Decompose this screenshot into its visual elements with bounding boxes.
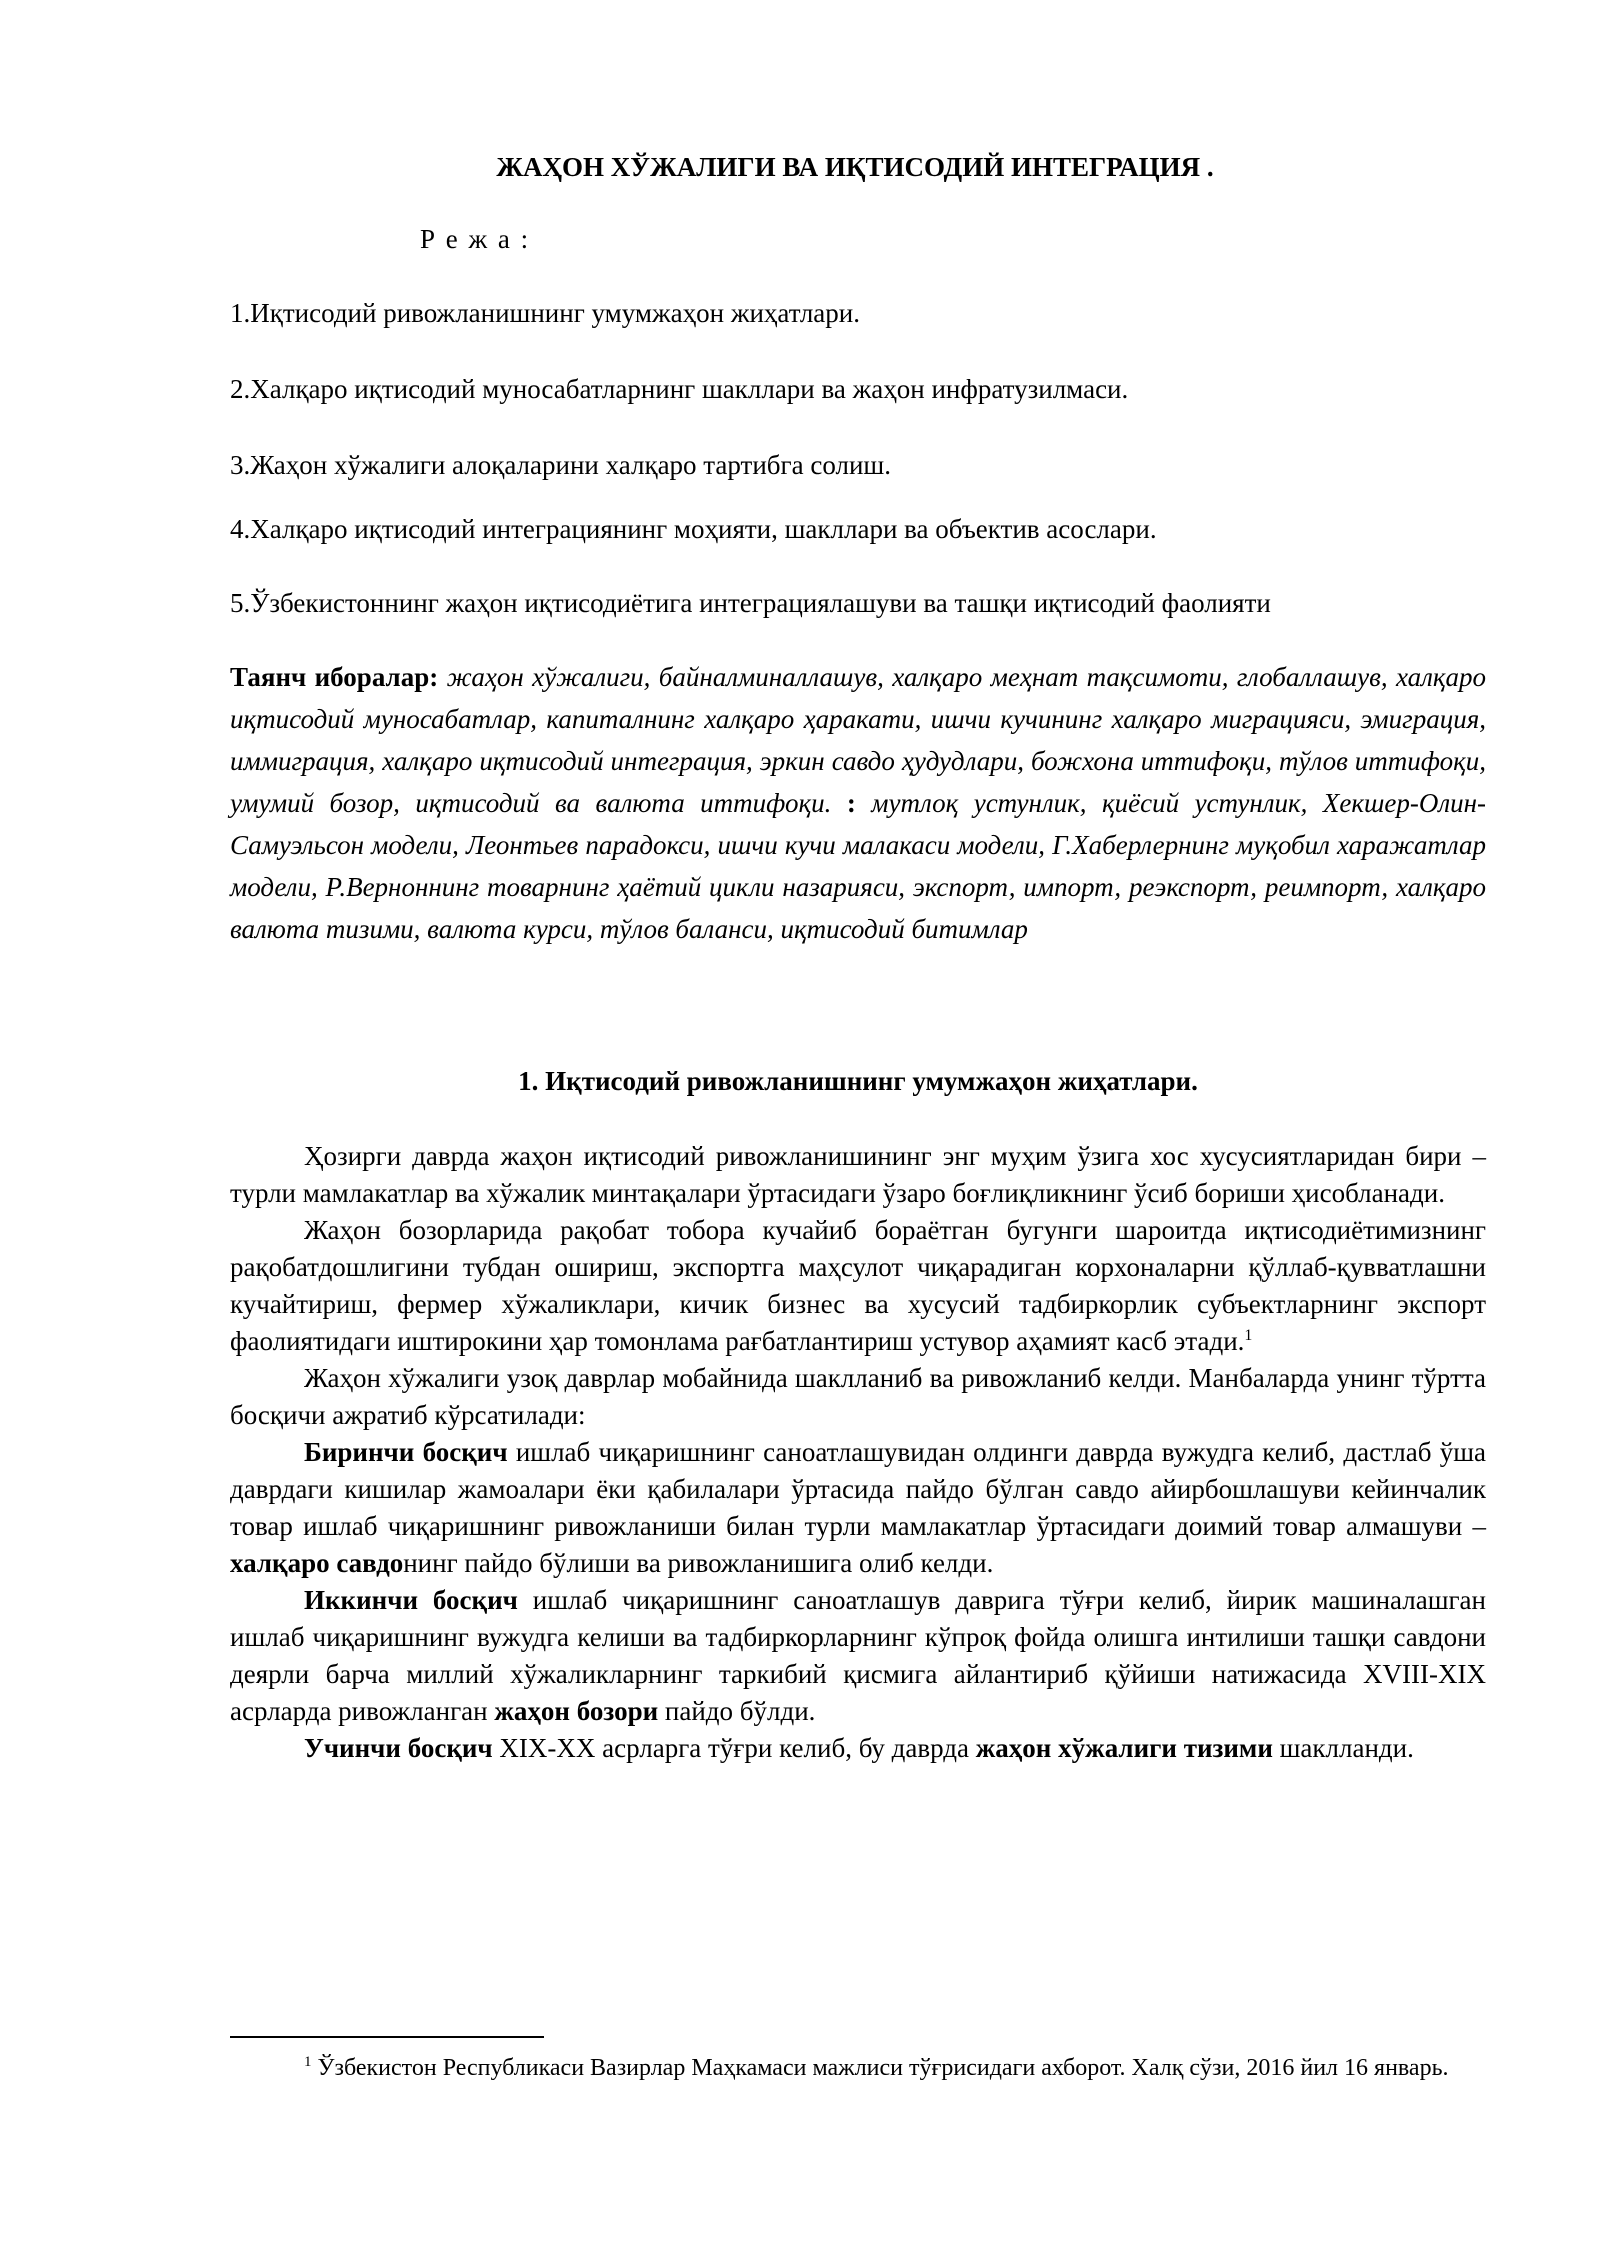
key-term: халқаро савдо	[230, 1548, 404, 1578]
plan-item: 5.Ўзбекистоннинг жаҳон иқтисодиётига интеграциялашуви ва ташқи иқтисодий фаолияти	[230, 588, 1271, 618]
paragraph: Ҳозирги даврда жаҳон иқтисодий ривожланишининг энг муҳим ўзига хос хусусиятларидан бири – турли мамлакатлар ва хўжалик минтақалари ўртасидаги ўзаро боғлиқликнинг ўсиб бориши ҳисобланади.	[230, 1141, 1486, 1208]
plan-item: 3.Жаҳон хўжалиги алоқаларини халқаро тартибга солиш.	[230, 450, 891, 480]
paragraph-stage-1: Биринчи босқич ишлаб чиқаришнинг саноатлашувидан олдинги даврда вужудга келиб, дастлаб ўша даврдаги кишилар жамоалари ёки қабилалари ўртасида пайдо бўлган савдо айирбошлашуви кейинчалик товар ишлаб чиқаришнинг ривожланиши билан турли мамлакатлар ўртасидаги доимий товар алмашуви – халқаро савдонинг пайдо бўлиши ва ривожланишига олиб келди.	[230, 1437, 1486, 1578]
keywords-separator: :	[846, 788, 856, 818]
stage-label: Учинчи босқич	[304, 1733, 493, 1763]
footnote-text: Ўзбекистон Республикаси Вазирлар Маҳкамаси мажлиси тўғрисидаги ахборот. Халқ сўзи, 2016 йил 16 январь.	[311, 2055, 1449, 2081]
plan-item: 2.Халқаро иқтисодий муносабатларнинг шакллари ва жаҳон инфратузилмаси.	[230, 374, 1129, 404]
paragraph: Жаҳон бозорларида рақобат тобора кучайиб бораётган бугунги шароитда иқтисодиётимизнинг рақобатдошлигини тубдан ошириш, экспортга маҳсулот чиқарадиган корхоналарни қўллаб-қувватлашни кучайтириш, фермер хўжаликлари, кичик бизнес ва хусусий тадбиркорлик субъектларнинг экспорт фаолиятидаги иштирокини ҳар томонлама рағбатлантириш устувор аҳамият касб этади.$^1$	[230, 1215, 1486, 1356]
key-term: жаҳон бозори	[494, 1696, 659, 1726]
document-title: ЖАҲОН ХЎЖАЛИГИ ВА ИҚТИСОДИЙ ИНТЕГРАЦИЯ .	[496, 152, 1214, 182]
paragraph-stage-3: Учинчи босқич XIX-XX асрларга тўғри келиб, бу даврда жаҳон хўжалиги тизими шаклланди.	[304, 1733, 1414, 1763]
footnote-mark: 1	[304, 2054, 312, 2070]
footnote-separator	[230, 2036, 544, 2038]
plan-item: 4.Халқаро иқтисодий интеграциянинг моҳияти, шакллари ва объектив асослари.	[230, 514, 1157, 544]
footnote-ref[interactable]: 1	[1244, 1327, 1253, 1344]
stage-label: Иккинчи босқич	[304, 1585, 518, 1615]
plan-item: 1.Иқтисодий ривожланишнинг умумжаҳон жиҳатлари.	[230, 298, 860, 328]
stage-label: Биринчи босқич	[304, 1437, 508, 1467]
plan-label: Р е ж а :	[420, 224, 531, 254]
key-term: жаҳон хўжалиги тизими	[975, 1733, 1273, 1763]
keywords-list-theories: мутлоқ устунлик, қиёсий устунлик, Хекшер-Олин-Самуэльсон модели, Леонтьев парадокси, ишчи кучи малакаси модели, Г.Хаберлернинг муқобил харажатлар модели, Р.Верноннинг товарнинг ҳаётий цикли назарияси, экспорт, импорт, реэкспорт, реимпорт, халқаро валюта тизими, валюта курси, тўлов баланси, иқтисодий битимлар	[230, 788, 1486, 944]
paragraph-stage-2: Иккинчи босқич ишлаб чиқаришнинг саноатлашув даврига тўғри келиб, йирик машиналашган ишлаб чиқаришнинг вужудга келиши ва тадбиркорларнинг кўпроқ фойда олишга интилиши ташқи савдони деярли барча миллий хўжаликларнинг таркибий қисмига айлантириб қўйиши натижасида XVIII-XIX асрларда ривожланган жаҳон бозори пайдо бўлди.	[230, 1585, 1486, 1726]
section-body	[230, 1138, 1486, 1767]
keywords-label: Таянч иборалар:	[230, 662, 439, 692]
section-title: 1. Иқтисодий ривожланишнинг умумжаҳон жиҳатлари.	[518, 1066, 1198, 1096]
paragraph: Жаҳон хўжалиги узоқ даврлар мобайнида шаклланиб ва ривожланиб келди. Манбаларда унинг тўртта босқичи ажратиб кўрсатилади:	[230, 1363, 1486, 1430]
keywords-paragraph	[230, 656, 1486, 950]
keywords-list: жаҳон хўжалиги, байналминаллашув, халқаро меҳнат тақсимоти, глобаллашув, халқаро иқтисодий муносабатлар, капиталнинг халқаро ҳаракати, ишчи кучининг халқаро миграцияси, эмиграция, иммиграция, халқаро иқтисодий интеграция, эркин савдо ҳудудлари, божхона иттифоқи, тўлов иттифоқи, умумий бозор, иқтисодий ва валюта иттифоқи.	[230, 662, 1486, 818]
footnote	[230, 2050, 1486, 2086]
